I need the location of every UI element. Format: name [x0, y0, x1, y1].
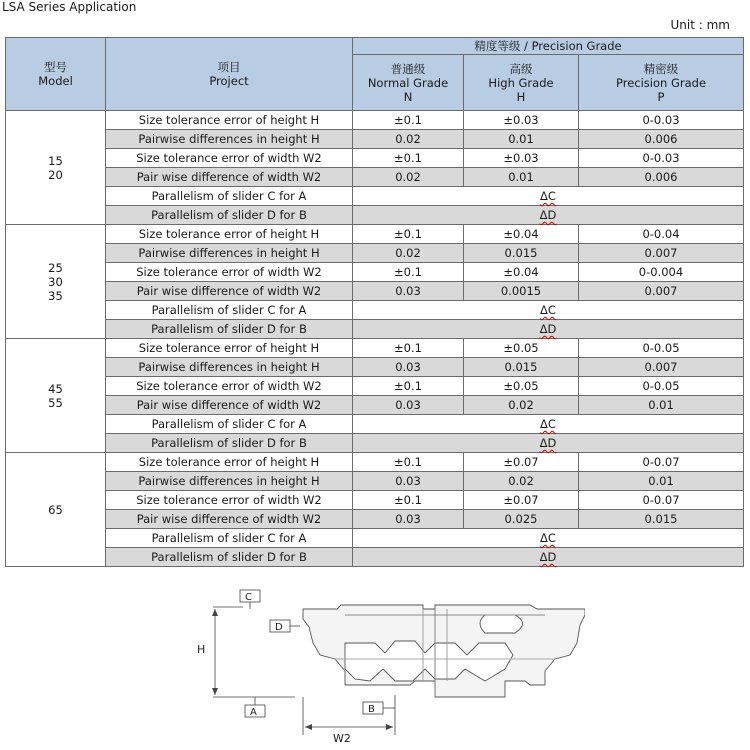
- value-cell-h: ±0.07: [464, 453, 579, 472]
- table-row: [6, 377, 744, 396]
- project-cell: Size tolerance error of width W2: [106, 149, 353, 168]
- value-cell-p: 0-0.07: [579, 453, 744, 472]
- table-row: [6, 548, 744, 567]
- value-cell-p: 0-0.03: [579, 149, 744, 168]
- table-row: [6, 358, 744, 377]
- value-cell-n: 0.02: [353, 168, 464, 187]
- parallelism-cell: ΔC: [353, 301, 744, 320]
- value-cell-h: ±0.04: [464, 225, 579, 244]
- value-cell-h: 0.02: [464, 396, 579, 415]
- table-row: [6, 472, 744, 491]
- project-cell: Size tolerance error of height H: [106, 453, 353, 472]
- table-row: [6, 282, 744, 301]
- table-row: [6, 149, 744, 168]
- project-cell: Size tolerance error of height H: [106, 339, 353, 358]
- label-d: D: [275, 622, 283, 633]
- parallelism-cell: ΔC: [353, 187, 744, 206]
- table-row: [6, 510, 744, 529]
- value-cell-p: 0.01: [579, 396, 744, 415]
- label-c: C: [245, 592, 252, 603]
- project-cell: Parallelism of slider D for B: [106, 206, 353, 225]
- table-row: [6, 206, 744, 225]
- model-cell: 15 20: [6, 111, 106, 225]
- table-row: [6, 339, 744, 358]
- project-cell: Pair wise difference of width W2: [106, 282, 353, 301]
- project-cell: Parallelism of slider D for B: [106, 320, 353, 339]
- value-cell-h: 0.0015: [464, 282, 579, 301]
- table-row: [6, 225, 744, 244]
- table-row: [6, 111, 744, 130]
- value-cell-h: 0.015: [464, 244, 579, 263]
- value-cell-p: 0.01: [579, 472, 744, 491]
- value-cell-n: ±0.1: [353, 491, 464, 510]
- project-cell: Pair wise difference of width W2: [106, 168, 353, 187]
- project-cell: Size tolerance error of width W2: [106, 491, 353, 510]
- value-cell-n: ±0.1: [353, 339, 464, 358]
- value-cell-h: 0.01: [464, 130, 579, 149]
- project-cell: Size tolerance error of height H: [106, 225, 353, 244]
- header-precision-grade-p: 精密级 Precision Grade P: [579, 55, 744, 111]
- table-row: [6, 244, 744, 263]
- project-cell: Size tolerance error of width W2: [106, 263, 353, 282]
- header-project: 项目 Project: [106, 38, 353, 111]
- model-cell: 65: [6, 453, 106, 567]
- value-cell-h: ±0.04: [464, 263, 579, 282]
- value-cell-h: 0.02: [464, 472, 579, 491]
- parallelism-cell: ΔD: [353, 320, 744, 339]
- unit-label: Unit : mm: [670, 18, 730, 32]
- value-cell-n: ±0.1: [353, 263, 464, 282]
- project-cell: Parallelism of slider C for A: [106, 301, 353, 320]
- value-cell-p: 0.007: [579, 244, 744, 263]
- project-cell: Pairwise differences in height H: [106, 244, 353, 263]
- value-cell-n: ±0.1: [353, 225, 464, 244]
- value-cell-p: 0-0.004: [579, 263, 744, 282]
- value-cell-h: ±0.05: [464, 377, 579, 396]
- value-cell-h: ±0.07: [464, 491, 579, 510]
- table-row: [6, 529, 744, 548]
- table-body: [6, 111, 744, 567]
- value-cell-n: 0.02: [353, 244, 464, 263]
- value-cell-h: 0.01: [464, 168, 579, 187]
- parallelism-cell: ΔC: [353, 415, 744, 434]
- value-cell-h: ±0.03: [464, 149, 579, 168]
- project-cell: Pairwise differences in height H: [106, 130, 353, 149]
- header-high-grade: 高级 High Grade H: [464, 55, 579, 111]
- table-row: [6, 130, 744, 149]
- value-cell-p: 0.007: [579, 358, 744, 377]
- label-b: B: [368, 704, 375, 715]
- value-cell-p: 0.007: [579, 282, 744, 301]
- value-cell-p: 0-0.07: [579, 491, 744, 510]
- header-normal-grade: 普通级 Normal Grade N: [353, 55, 464, 111]
- value-cell-n: ±0.1: [353, 453, 464, 472]
- table-row: [6, 434, 744, 453]
- slider-block-drawing: [303, 605, 585, 697]
- model-cell: 25 30 35: [6, 225, 106, 339]
- value-cell-n: 0.02: [353, 130, 464, 149]
- label-h: H: [197, 643, 206, 656]
- project-cell: Pair wise difference of width W2: [106, 510, 353, 529]
- parallelism-cell: ΔD: [353, 434, 744, 453]
- slider-diagram: [185, 585, 585, 745]
- value-cell-n: 0.03: [353, 472, 464, 491]
- table-row: [6, 301, 744, 320]
- value-cell-n: ±0.1: [353, 149, 464, 168]
- project-cell: Parallelism of slider C for A: [106, 415, 353, 434]
- value-cell-p: 0.015: [579, 510, 744, 529]
- project-cell: Pairwise differences in height H: [106, 472, 353, 491]
- table-row: [6, 187, 744, 206]
- table-row: [6, 168, 744, 187]
- table-row: [6, 453, 744, 472]
- value-cell-h: 0.015: [464, 358, 579, 377]
- page-title: LSA Series Application: [2, 0, 137, 14]
- parallelism-cell: ΔD: [353, 206, 744, 225]
- project-cell: Size tolerance error of height H: [106, 111, 353, 130]
- value-cell-p: 0-0.05: [579, 339, 744, 358]
- value-cell-n: ±0.1: [353, 377, 464, 396]
- table-row: [6, 491, 744, 510]
- parallelism-cell: ΔC: [353, 529, 744, 548]
- value-cell-p: 0.006: [579, 168, 744, 187]
- table-row: [6, 263, 744, 282]
- value-cell-h: ±0.03: [464, 111, 579, 130]
- project-cell: Pair wise difference of width W2: [106, 396, 353, 415]
- value-cell-n: ±0.1: [353, 111, 464, 130]
- value-cell-p: 0-0.03: [579, 111, 744, 130]
- label-w2: W2: [333, 732, 351, 745]
- value-cell-n: 0.03: [353, 396, 464, 415]
- project-cell: Parallelism of slider D for B: [106, 548, 353, 567]
- table-row: [6, 396, 744, 415]
- value-cell-p: 0.006: [579, 130, 744, 149]
- parallelism-cell: ΔD: [353, 548, 744, 567]
- value-cell-p: 0-0.05: [579, 377, 744, 396]
- project-cell: Parallelism of slider C for A: [106, 529, 353, 548]
- value-cell-p: 0-0.04: [579, 225, 744, 244]
- header-precision-grade: 精度等级 / Precision Grade: [353, 38, 744, 55]
- value-cell-n: 0.03: [353, 282, 464, 301]
- value-cell-n: 0.03: [353, 510, 464, 529]
- table-row: [6, 415, 744, 434]
- header-model: 型号 Model: [6, 38, 106, 111]
- project-cell: Size tolerance error of width W2: [106, 377, 353, 396]
- precision-table: [5, 37, 744, 567]
- project-cell: Parallelism of slider D for B: [106, 434, 353, 453]
- project-cell: Parallelism of slider C for A: [106, 187, 353, 206]
- value-cell-n: 0.03: [353, 358, 464, 377]
- value-cell-h: 0.025: [464, 510, 579, 529]
- value-cell-h: ±0.05: [464, 339, 579, 358]
- table-row: [6, 320, 744, 339]
- label-a: A: [250, 707, 257, 718]
- project-cell: Pairwise differences in height H: [106, 358, 353, 377]
- model-cell: 45 55: [6, 339, 106, 453]
